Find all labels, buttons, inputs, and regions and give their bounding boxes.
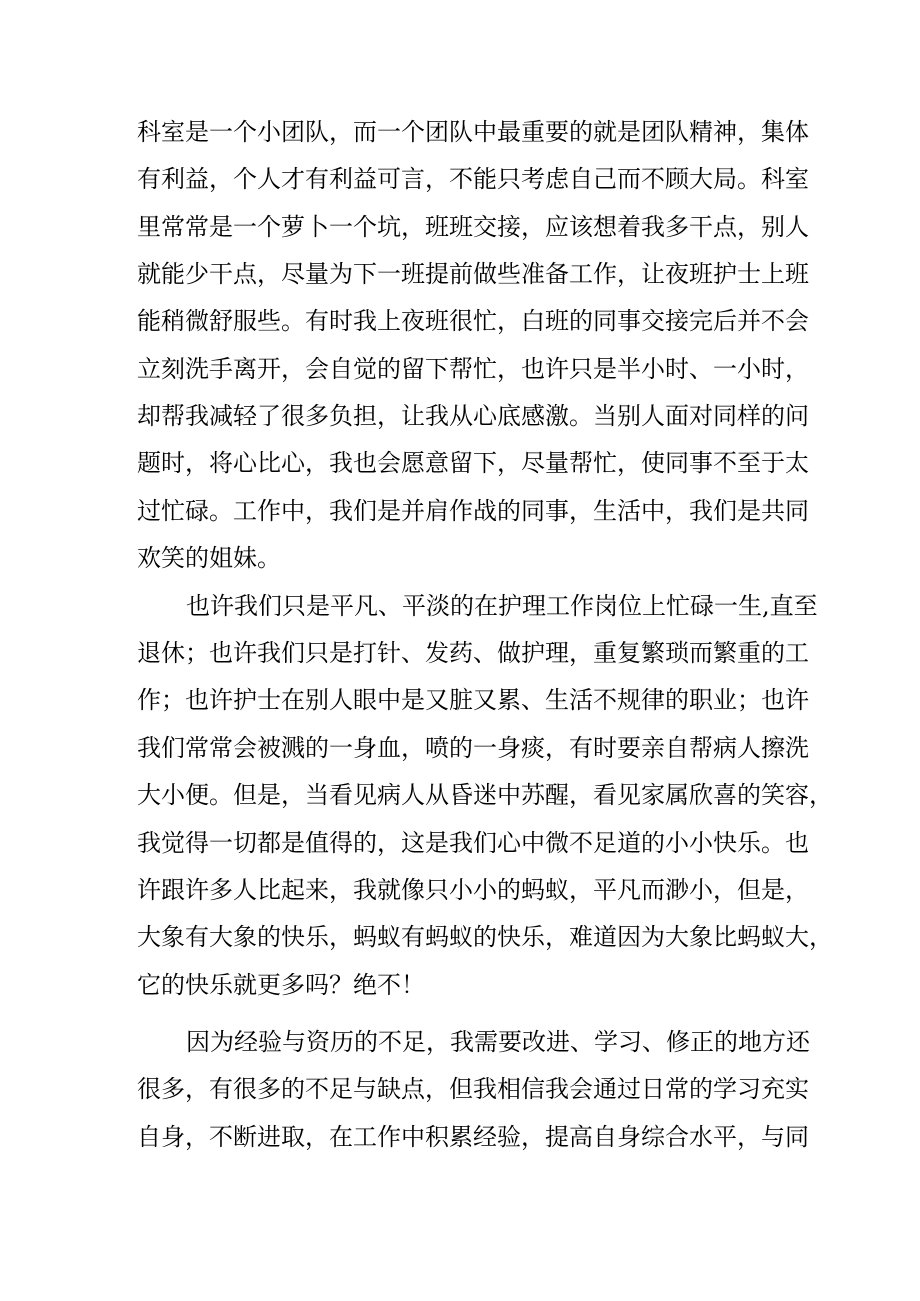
paragraph-2-line-4: 我们常常会被溅的一身血，喷的一身痰，有时要亲自帮病人擦洗: [137, 734, 809, 762]
paragraph-2-line-5: 大小便。但是，当看见病人从昏迷中苏醒，看见家属欣喜的笑容，: [137, 781, 833, 809]
paragraph-2-line-6: 我觉得一切都是值得的，这是我们心中微不足道的小小快乐。也: [137, 829, 809, 857]
paragraph-1-line-10: 欢笑的姐妹。: [137, 544, 281, 572]
paragraph-1-line-7: 却帮我减轻了很多负担，让我从心底感激。当别人面对同样的问: [137, 402, 809, 430]
paragraph-1-line-8: 题时，将心比心，我也会愿意留下，尽量帮忙，使同事不至于太: [137, 449, 809, 477]
paragraph-1-line-1: 科室是一个小团队，而一个团队中最重要的就是团队精神，集体: [137, 118, 809, 146]
paragraph-1-line-4: 就能少干点，尽量为下一班提前做些准备工作，让夜班护士上班: [137, 260, 809, 288]
paragraph-3-line-3: 自身，不断进取，在工作中积累经验，提高自身综合水平，与同: [137, 1123, 809, 1151]
paragraph-3-line-2: 很多，有很多的不足与缺点，但我相信我会通过日常的学习充实: [137, 1075, 809, 1103]
paragraph-2-line-8: 大象有大象的快乐，蚂蚁有蚂蚁的快乐，难道因为大象比蚂蚁大，: [137, 923, 833, 951]
paragraph-2-line-2: 退休；也许我们只是打针、发药、做护理，重复繁琐而繁重的工: [137, 639, 809, 667]
paragraph-1-line-6: 立刻洗手离开，会自觉的留下帮忙，也许只是半小时、一小时，: [137, 355, 809, 383]
paragraph-2-line-7: 许跟许多人比起来，我就像只小小的蚂蚁，平凡而渺小，但是，: [137, 876, 809, 904]
paragraph-2-line-1: 也许我们只是平凡、平淡的在护理工作岗位上忙碌一生,直至: [186, 592, 818, 620]
paragraph-2-line-3: 作；也许护士在别人眼中是又脏又累、生活不规律的职业；也许: [137, 686, 809, 714]
paragraph-1-line-5: 能稍微舒服些。有时我上夜班很忙，白班的同事交接完后并不会: [137, 307, 809, 335]
paragraph-1-line-2: 有利益，个人才有利益可言，不能只考虑自己而不顾大局。科室: [137, 165, 809, 193]
paragraph-3-line-1: 因为经验与资历的不足，我需要改进、学习、修正的地方还: [186, 1028, 810, 1056]
paragraph-1-line-3: 里常常是一个萝卜一个坑，班班交接，应该想着我多干点，别人: [137, 213, 809, 241]
paragraph-1-line-9: 过忙碌。工作中，我们是并肩作战的同事，生活中，我们是共同: [137, 497, 809, 525]
paragraph-2-line-9: 它的快乐就更多吗？绝不！: [137, 971, 425, 999]
